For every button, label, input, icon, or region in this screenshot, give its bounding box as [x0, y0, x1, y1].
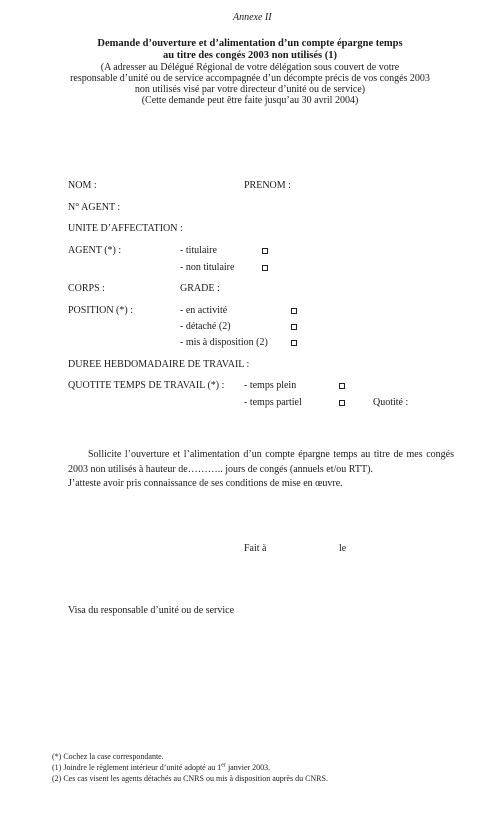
footnote-1-superscript: er — [221, 762, 226, 769]
unite-affectation-label: UNITE D’AFFECTATION : — [68, 223, 183, 234]
title-line-1: Demande d’ouverture et d’alimentation d’un compte épargne temps — [97, 38, 403, 49]
request-paragraph: Sollicite l’ouverture et l’alimentation d’un compte épargne temps au titre de mes congés 2003 non utilisés à hauteur de……….. jours de congés (annuels et/ou RTT). — [68, 449, 454, 475]
footnote-2: (2) Ces cas visent les agents détachés au CNRS ou mis à disposition auprès du CNRS. — [52, 774, 328, 783]
option-en-activite: - en activité — [180, 305, 228, 316]
agent-label: AGENT (*) : — [68, 245, 122, 256]
checkbox-titulaire[interactable] — [262, 248, 268, 254]
subtitle-line-2: responsable d’unité ou de service accompagnée d’un décompte précis de vos congés 2003 — [70, 73, 430, 84]
quotite-label: QUOTITE TEMPS DE TRAVAIL (*) : — [68, 380, 225, 391]
footnote-star: (*) Cochez la case correspondante. — [52, 752, 164, 761]
subtitle-line-3: non utilisés visé par votre directeur d’unité ou de service) — [134, 84, 366, 95]
option-detache: - détaché (2) — [180, 321, 231, 332]
nom-label: NOM : — [68, 180, 97, 191]
checkbox-temps-partiel[interactable] — [339, 400, 345, 406]
annex-label: Annexe II — [233, 12, 272, 23]
duree-hebdomadaire-label: DUREE HEBDOMADAIRE DE TRAVAIL : — [68, 359, 250, 370]
footnote-1-text-end: janvier 2003. — [225, 763, 271, 772]
footnote-1 — [52, 762, 270, 773]
checkbox-en-activite[interactable] — [291, 308, 297, 314]
position-label: POSITION (*) : — [68, 305, 133, 316]
visa-label: Visa du responsable d’unité ou de service — [68, 605, 235, 616]
corps-label: CORPS : — [68, 283, 105, 294]
checkbox-mis-a-disposition[interactable] — [291, 340, 297, 346]
subtitle-line-4: (Cette demande peut être faite jusqu’au 30 avril 2004) — [141, 95, 359, 106]
date-le-label: le — [339, 543, 347, 554]
option-titulaire: - titulaire — [180, 245, 217, 256]
checkbox-temps-plein[interactable] — [339, 383, 345, 389]
option-mis-a-disposition: - mis à disposition (2) — [180, 337, 268, 348]
footnote-1-text: (1) Joindre le règlement intérieur d’unité adopté au 1 — [52, 763, 222, 772]
checkbox-non-titulaire[interactable] — [262, 265, 268, 271]
attest-paragraph: J’atteste avoir pris connaissance de ses conditions de mise en œuvre. — [68, 478, 343, 489]
prenom-label: PRENOM : — [244, 180, 291, 191]
option-temps-plein: - temps plein — [244, 380, 297, 391]
title-line-2: au titre des congés 2003 non utilisés (1) — [163, 50, 337, 61]
subtitle-line-1: (A adresser au Délégué Régional de votre délégation sous couvert de votre — [100, 62, 400, 73]
grade-label: GRADE : — [180, 283, 220, 294]
option-temps-partiel: - temps partiel — [244, 397, 302, 408]
quotite-value-label: Quotité : — [373, 397, 409, 408]
option-non-titulaire: - non titulaire — [180, 262, 235, 273]
fait-a-label: Fait à — [244, 543, 267, 554]
agent-number-label: N° AGENT : — [68, 202, 121, 213]
checkbox-detache[interactable] — [291, 324, 297, 330]
